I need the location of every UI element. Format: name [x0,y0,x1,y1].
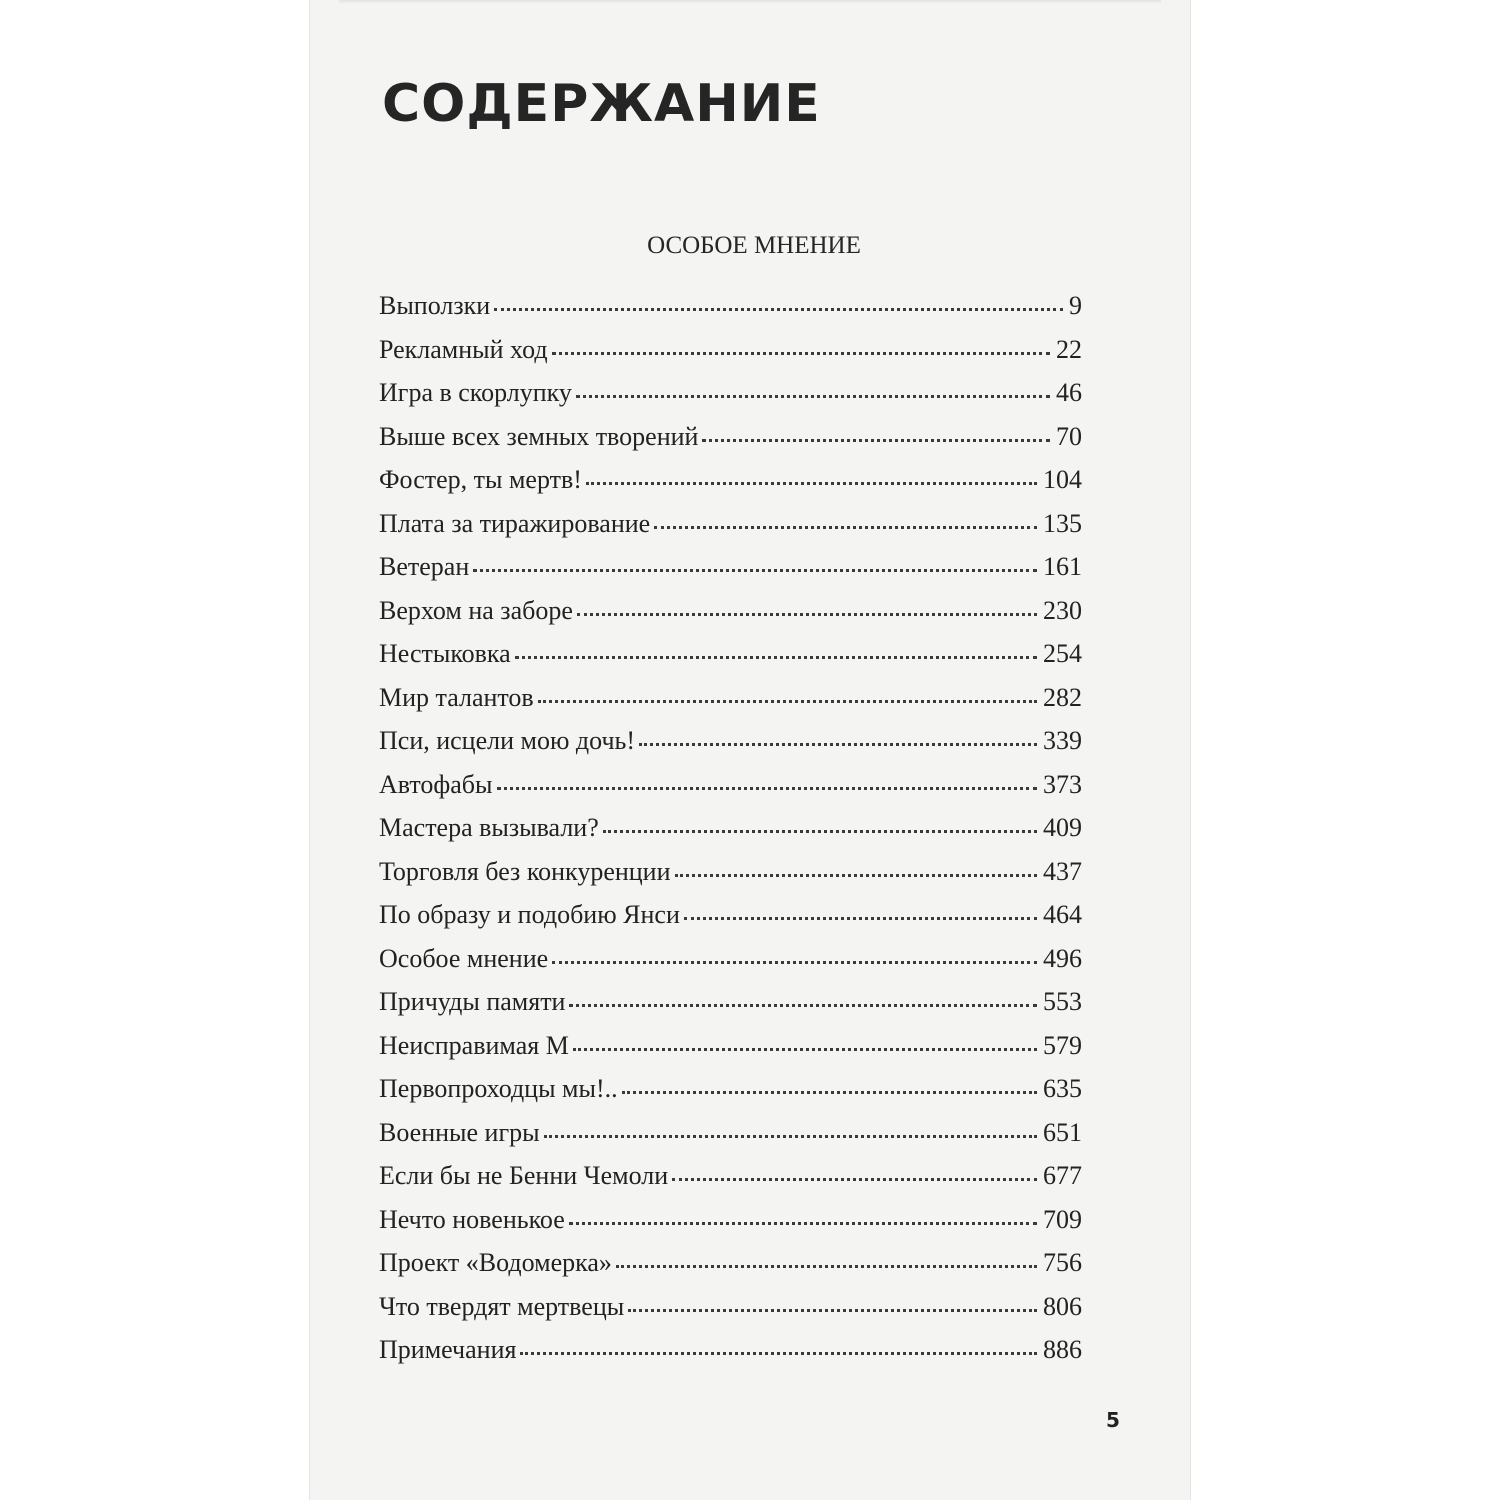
toc-entry-title: Торговля без конкуренции [379,856,671,886]
dot-leader [622,1091,1037,1094]
toc-entry-title: Первопроходцы мы!.. [379,1074,618,1103]
contents-heading: СОДЕРЖАНИЕ [382,74,821,134]
dot-leader [628,1309,1037,1312]
toc-entry-page: 709 [1043,1204,1082,1234]
dot-leader [538,700,1037,703]
dot-leader [702,439,1050,442]
dot-leader [497,787,1037,790]
dot-leader [569,1222,1037,1225]
toc-entry [379,509,1082,553]
toc-entry [379,378,1082,422]
toc-entry-page: 373 [1043,769,1082,799]
dot-leader [576,395,1050,398]
toc-entry [379,1205,1082,1249]
book-page [309,0,1191,1500]
toc-entry [379,1292,1082,1336]
toc-entry-page: 409 [1043,813,1082,842]
toc-entry-title: Если бы не Бенни Чемоли [379,1161,669,1190]
toc-entry-page: 339 [1043,726,1082,755]
toc-entry-title: Проект «Водомерка» [379,1248,612,1277]
dot-leader [586,482,1037,485]
toc-entry-page: 22 [1056,334,1082,364]
toc-entry-title: Фостер, ты мертв! [379,465,582,494]
toc-entry-title: Военные игры [379,1117,540,1147]
toc-entry-page: 161 [1043,552,1082,581]
toc-entry-page: 230 [1043,595,1082,625]
toc-entry-title: Причуды памяти [379,987,566,1016]
toc-entry-title: Неисправимая М [379,1030,569,1060]
toc-entry [379,465,1082,509]
toc-entry [379,813,1082,857]
toc-entry [379,1335,1082,1379]
dot-leader [672,1178,1037,1181]
toc-entry-page: 496 [1043,943,1082,973]
toc-entry-title: Выползки [379,291,491,320]
toc-entry-title: Что твердят мертвецы [379,1291,625,1321]
toc-entry-title: Автофабы [379,769,493,799]
toc-entry-page: 677 [1043,1161,1082,1190]
dot-leader [603,830,1037,833]
dot-leader [684,917,1037,920]
toc-entry-title: Игра в скорлупку [379,378,572,407]
dot-leader [544,1135,1037,1138]
toc-entry [379,639,1082,683]
dot-leader [639,743,1037,746]
dot-leader [473,569,1037,572]
toc-entry [379,1031,1082,1075]
toc-entry-title: Особое мнение [379,943,549,973]
toc-entry-page: 254 [1043,639,1082,668]
toc-entry [379,422,1082,466]
toc-entry [379,335,1082,379]
toc-entry [379,683,1082,727]
section-heading: ОСОБОЕ МНЕНИЕ [647,232,861,259]
toc-entry [379,1161,1082,1205]
toc-entry-title: Верхом на заборе [379,595,573,625]
dot-leader [573,1048,1037,1051]
toc-entry [379,857,1082,901]
toc-entry-title: Примечания [379,1335,517,1364]
toc-entry-page: 579 [1043,1030,1082,1060]
toc-entry [379,944,1082,988]
toc-entry [379,291,1082,335]
toc-entry [379,987,1082,1031]
toc-entry-title: Выше всех земных творений [379,421,699,451]
toc-entry [379,596,1082,640]
toc-entry [379,1248,1082,1292]
dot-leader [515,656,1037,659]
toc-entry-page: 756 [1043,1248,1082,1277]
toc-entry-title: Мастера вызывали? [379,813,599,842]
toc-entry-title: Мир талантов [379,682,534,712]
toc-entry-page: 104 [1043,465,1082,494]
dot-leader [552,961,1037,964]
dot-leader [520,1352,1037,1355]
dot-leader [654,526,1037,529]
toc-entry-page: 651 [1043,1117,1082,1147]
dot-leader [494,308,1063,311]
dot-leader [552,352,1050,355]
toc-entry-page: 886 [1043,1335,1082,1364]
dot-leader [616,1265,1037,1268]
toc-entry [379,726,1082,770]
toc-entry-page: 282 [1043,682,1082,712]
toc-entry [379,900,1082,944]
dot-leader [577,613,1037,616]
toc-entry-title: Плата за тиражирование [379,508,651,538]
toc-entry-page: 46 [1056,378,1082,407]
toc-entry-title: Нечто новенькое [379,1204,565,1234]
toc-entry-title: Пси, исцели мою дочь! [379,726,636,755]
toc-entry-title: Нестыковка [379,639,511,668]
toc-entry [379,1074,1082,1118]
toc-entry-title: По образу и подобию Янси [379,900,680,929]
toc-entry-title: Рекламный ход [379,334,548,364]
toc-entry-page: 70 [1056,421,1082,451]
dot-leader [675,874,1037,877]
toc-entry-page: 553 [1043,987,1082,1016]
toc-entry [379,1118,1082,1162]
toc-entry-page: 9 [1069,291,1082,320]
toc-entry [379,552,1082,596]
toc-entry-page: 464 [1043,900,1082,929]
dot-leader [569,1004,1037,1007]
page-number: 5 [1106,1408,1120,1432]
toc-entry-page: 635 [1043,1074,1082,1103]
toc-entry-page: 135 [1043,508,1082,538]
toc-entry-title: Ветеран [379,552,470,581]
toc-entry-page: 806 [1043,1291,1082,1321]
toc-entry [379,770,1082,814]
toc-entry-page: 437 [1043,856,1082,886]
toc-list [379,291,1082,1379]
